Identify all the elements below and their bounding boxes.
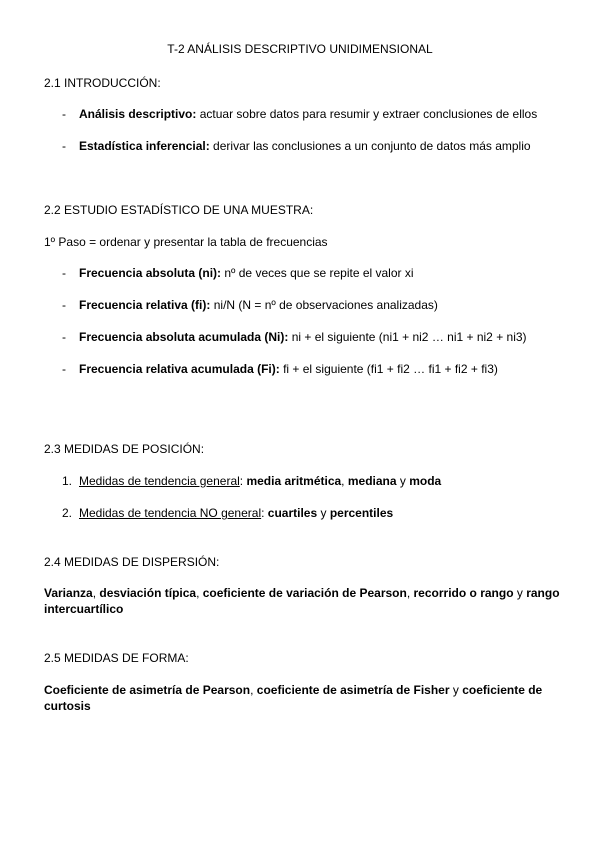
separator: , [341, 474, 348, 488]
paragraph-dispersion [44, 585, 564, 617]
term: Frecuencia absoluta (ni): [79, 266, 222, 280]
definition: ni/N (N = nº de observaciones analizadas) [210, 298, 438, 312]
list-item [62, 362, 498, 377]
list-item [62, 330, 527, 345]
document-title: T-2 ANÁLISIS DESCRIPTIVO UNIDIMENSIONAL [167, 42, 433, 56]
separator: , [92, 586, 100, 600]
item-number: 2. [62, 506, 73, 520]
term: rango intercuartílico [44, 586, 560, 616]
bullet-dash: - [62, 330, 66, 344]
bullet-dash: - [62, 266, 66, 280]
bullet-dash: - [62, 362, 66, 376]
separator: y [317, 506, 330, 520]
term: Estadística inferencial: [79, 139, 210, 153]
section-heading-forma: 2.5 MEDIDAS DE FORMA: [44, 651, 189, 665]
list-item [62, 139, 531, 154]
numbered-item [62, 506, 393, 521]
separator: : [239, 474, 247, 488]
term: cuartiles [267, 506, 318, 520]
term: Frecuencia absoluta acumulada (Ni): [79, 330, 289, 344]
section-heading-dispersion: 2.4 MEDIDAS DE DISPERSIÓN: [44, 555, 220, 569]
paragraph-intro: 1º Paso = ordenar y presentar la tabla de frecuencias [44, 235, 328, 249]
item-label: Medidas de tendencia general [79, 474, 240, 488]
separator: , [406, 586, 414, 600]
term: desviación típica [99, 586, 197, 600]
term: percentiles [329, 506, 394, 520]
term: Varianza [44, 586, 93, 600]
term: media aritmética [246, 474, 342, 488]
term: coeficiente de asimetría de Fisher [256, 683, 450, 697]
list-item [62, 298, 438, 313]
bullet-dash: - [62, 139, 66, 153]
term: mediana [347, 474, 397, 488]
term: Coeficiente de asimetría de Pearson [44, 683, 251, 697]
section-heading-posicion: 2.3 MEDIDAS DE POSICIÓN: [44, 442, 205, 456]
term: coeficiente de curtosis [44, 683, 543, 713]
separator: y [449, 683, 463, 697]
separator: y [396, 474, 410, 488]
numbered-item [62, 474, 441, 489]
separator: , [250, 683, 257, 697]
item-label: Medidas de tendencia NO general [79, 506, 262, 520]
paragraph-forma [44, 682, 564, 714]
definition: derivar las conclusiones a un conjunto de datos más amplio [209, 139, 531, 153]
term: moda [409, 474, 442, 488]
definition: fi + el siguiente (fi1 + fi2 … fi1 + fi2 + fi3) [279, 362, 498, 376]
term: Análisis descriptivo: [79, 107, 197, 121]
definition: nº de veces que se repite el valor xi [221, 266, 414, 280]
section-heading-estudio: 2.2 ESTUDIO ESTADÍSTICO DE UNA MUESTRA: [44, 203, 314, 217]
list-item [62, 107, 537, 122]
term: Frecuencia relativa acumulada (Fi): [79, 362, 280, 376]
bullet-dash: - [62, 107, 66, 121]
term: Frecuencia relativa (fi): [79, 298, 211, 312]
definition: ni + el siguiente (ni1 + ni2 … ni1 + ni2 + ni3) [288, 330, 527, 344]
separator: , [196, 586, 203, 600]
term: coeficiente de variación de Pearson [202, 586, 407, 600]
term: recorrido o rango [413, 586, 514, 600]
separator: : [261, 506, 268, 520]
definition: actuar sobre datos para resumir y extraer conclusiones de ellos [196, 107, 538, 121]
bullet-dash: - [62, 298, 66, 312]
section-heading-introduccion: 2.1 INTRODUCCIÓN: [44, 76, 161, 90]
list-item [62, 266, 414, 281]
item-number: 1. [62, 474, 73, 488]
separator: y [513, 586, 527, 600]
